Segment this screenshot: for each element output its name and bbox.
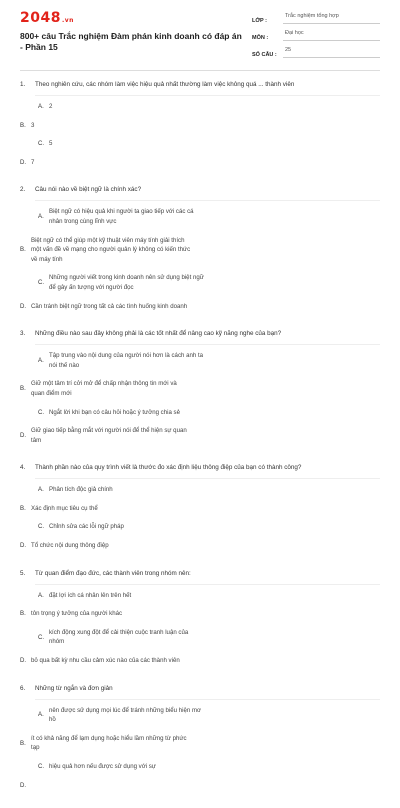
question-number: 5. bbox=[20, 569, 26, 577]
option-letter: C. bbox=[38, 763, 45, 770]
question bbox=[20, 463, 380, 559]
site-logo[interactable] bbox=[20, 10, 74, 26]
option-letter: C. bbox=[38, 523, 45, 531]
option-letter: D. bbox=[20, 657, 27, 665]
option-text: hiệu quả hơn nếu được sử dụng với sự bbox=[49, 763, 156, 770]
answer-option-a[interactable] bbox=[38, 207, 210, 226]
answer-option-d[interactable] bbox=[20, 158, 192, 168]
option-text: kích động xung đột để cải thiện cuộc tranh luận của nhóm bbox=[49, 628, 189, 646]
question-header bbox=[20, 80, 380, 89]
question-text: Những từ ngắn và đơn giản bbox=[35, 684, 113, 692]
option-text: nên được sử dụng mọi lúc để tránh những biểu hiện mơ hồ bbox=[49, 706, 202, 724]
meta-value: Đại học bbox=[283, 30, 380, 41]
option-text: ít có khả năng để lạm dụng hoặc hiểu lầm những từ phức tạp bbox=[31, 734, 187, 752]
document-meta bbox=[252, 10, 380, 61]
question-separator bbox=[35, 699, 380, 700]
option-letter: C. bbox=[38, 633, 45, 641]
answer-option-d[interactable] bbox=[20, 426, 192, 445]
answer-option-d[interactable] bbox=[20, 541, 192, 551]
question bbox=[20, 185, 380, 320]
answer-options bbox=[20, 207, 380, 320]
option-letter: D. bbox=[20, 158, 27, 166]
option-letter: C. bbox=[38, 140, 45, 148]
option-letter: A. bbox=[38, 591, 44, 599]
option-letter: B. bbox=[20, 739, 26, 747]
option-text: Tập trung vào nội dung của người nói hơn là cách anh ta nói thế nào bbox=[49, 352, 204, 369]
option-letter: A. bbox=[38, 486, 44, 494]
option-letter: C. bbox=[38, 279, 45, 287]
question-header bbox=[20, 569, 380, 578]
question-header bbox=[20, 684, 380, 693]
answer-options bbox=[20, 485, 380, 559]
option-letter: B. bbox=[20, 504, 26, 512]
meta-row-question-count bbox=[252, 44, 380, 58]
question bbox=[20, 569, 380, 675]
question-header bbox=[20, 463, 380, 472]
option-letter: A. bbox=[38, 213, 44, 221]
answer-option-a[interactable] bbox=[38, 591, 210, 601]
option-text: Chỉnh sửa các lỗi ngữ pháp bbox=[49, 523, 124, 531]
logo-text: 2048 bbox=[20, 10, 61, 26]
meta-row-class bbox=[252, 10, 380, 24]
question-number: 3. bbox=[20, 330, 26, 338]
option-letter: B. bbox=[20, 121, 26, 129]
question-text: Câu nói nào về biệt ngữ là chính xác? bbox=[35, 186, 142, 194]
meta-label: MÔN : bbox=[252, 35, 269, 41]
option-text: Những người viết trong kinh doanh nên sử dụng biệt ngữ để gây ấn tượng với người đọc bbox=[49, 274, 204, 291]
option-letter: D. bbox=[20, 431, 27, 439]
option-text: đặt lợi ích cá nhân lên trên hết bbox=[49, 591, 132, 599]
option-letter: C. bbox=[38, 408, 45, 416]
answer-option-c[interactable] bbox=[38, 522, 210, 532]
option-letter: B. bbox=[20, 610, 26, 618]
answer-options bbox=[20, 706, 380, 800]
answer-option-b[interactable] bbox=[20, 504, 192, 514]
question-separator bbox=[35, 478, 380, 479]
option-letter: D. bbox=[20, 781, 27, 789]
document-title: 800+ câu Trắc nghiệm Đàm phán kinh doanh có đáp án - Phần 15 bbox=[20, 31, 242, 52]
answer-option-c[interactable] bbox=[38, 628, 210, 647]
answer-option-d[interactable] bbox=[20, 656, 192, 666]
option-text: Phân tích độc giả chính bbox=[49, 486, 113, 494]
question-list bbox=[20, 80, 380, 808]
question-separator bbox=[35, 584, 380, 585]
answer-option-c[interactable] bbox=[38, 762, 210, 772]
answer-option-b[interactable] bbox=[20, 121, 192, 131]
question-number: 1. bbox=[20, 81, 26, 88]
question bbox=[20, 329, 380, 454]
option-letter: D. bbox=[20, 302, 27, 310]
answer-option-d[interactable] bbox=[20, 781, 192, 791]
answer-option-a[interactable] bbox=[38, 485, 210, 495]
option-letter: D. bbox=[20, 542, 27, 550]
meta-value: Trắc nghiệm tổng hợp bbox=[283, 13, 380, 24]
option-text: Biệt ngữ có hiệu quả khi người ta giao tiếp với các cá nhân trong cùng lĩnh vực bbox=[49, 208, 194, 225]
answer-option-b[interactable] bbox=[20, 379, 192, 398]
answer-option-d[interactable] bbox=[20, 302, 192, 312]
answer-options bbox=[20, 351, 380, 454]
option-text: tôn trọng ý tưởng của người khác bbox=[31, 610, 123, 618]
question-header bbox=[20, 185, 380, 194]
option-letter: B. bbox=[20, 385, 26, 393]
question-number: 6. bbox=[20, 684, 26, 692]
meta-label: SỐ CÂU : bbox=[252, 52, 277, 58]
meta-value: 25 bbox=[283, 47, 380, 58]
question-separator bbox=[35, 200, 380, 201]
question bbox=[20, 80, 380, 176]
page-header bbox=[0, 0, 400, 70]
question-text: Theo nghiên cứu, các nhóm làm việc hiệu quả nhất thường làm việc không quá ... thành viên bbox=[35, 81, 295, 88]
option-letter: A. bbox=[38, 103, 44, 110]
option-text: bỏ qua bất kỳ nhu cầu cảm xúc nào của các thành viên bbox=[31, 657, 180, 665]
answer-option-b[interactable] bbox=[20, 609, 192, 619]
question-text: Từ quan điểm đạo đức, các thành viên trong nhóm nên: bbox=[35, 569, 191, 577]
question bbox=[20, 684, 380, 800]
question-separator bbox=[35, 344, 380, 345]
question-number: 4. bbox=[20, 464, 26, 472]
question-header bbox=[20, 329, 380, 338]
answer-option-b[interactable] bbox=[20, 734, 192, 753]
answer-option-c[interactable] bbox=[38, 408, 210, 418]
logo-suffix: .vn bbox=[61, 17, 74, 24]
option-text: 3 bbox=[31, 121, 35, 129]
answer-option-b[interactable] bbox=[20, 236, 192, 265]
option-text: Xác định mục tiêu cụ thể bbox=[31, 504, 98, 512]
option-text: 5 bbox=[49, 140, 53, 148]
option-letter: B. bbox=[20, 246, 26, 254]
option-text: 7 bbox=[31, 158, 35, 166]
option-text: 2 bbox=[49, 103, 53, 110]
answer-option-c[interactable] bbox=[38, 139, 210, 149]
question-number: 2. bbox=[20, 186, 26, 194]
option-text: Giữ một tâm trí cởi mở để chấp nhận thông tin mới và quan điểm mới bbox=[31, 380, 177, 397]
question-text: Thành phần nào của quy trình viết là thước đo xác định liệu thông điệp của bạn có thành công? bbox=[35, 464, 302, 472]
question-separator bbox=[35, 95, 380, 96]
header-divider bbox=[20, 70, 380, 71]
option-letter: A. bbox=[38, 356, 44, 364]
answer-options bbox=[20, 591, 380, 675]
meta-row-subject bbox=[252, 27, 380, 41]
answer-option-c[interactable] bbox=[38, 273, 210, 292]
option-text: Biệt ngữ có thể giúp một kỹ thuật viên máy tính giải thích một vấn đề về mạng cho người quản lý không có kiến thức về máy tính bbox=[31, 236, 191, 263]
option-text: Ngắt lời khi bạn có câu hỏi hoặc ý tưởng chia sẻ bbox=[49, 408, 180, 416]
answer-options bbox=[20, 102, 380, 176]
question-text: Những điều nào sau đây không phải là các tốt nhất để nâng cao kỹ năng nghe của bạn? bbox=[35, 330, 282, 338]
answer-option-a[interactable] bbox=[38, 102, 210, 112]
option-text: Tổ chức nội dung thông điệp bbox=[31, 542, 109, 550]
option-text: Cần tránh biệt ngữ trong tất cả các tình huống kinh doanh bbox=[31, 302, 188, 310]
answer-option-a[interactable] bbox=[38, 351, 210, 370]
answer-option-a[interactable] bbox=[38, 706, 210, 725]
meta-label: LỚP : bbox=[252, 18, 267, 24]
option-text: Giữ giao tiếp bằng mắt với người nói để thể hiện sự quan tâm bbox=[31, 427, 187, 444]
option-letter: A. bbox=[38, 711, 44, 719]
